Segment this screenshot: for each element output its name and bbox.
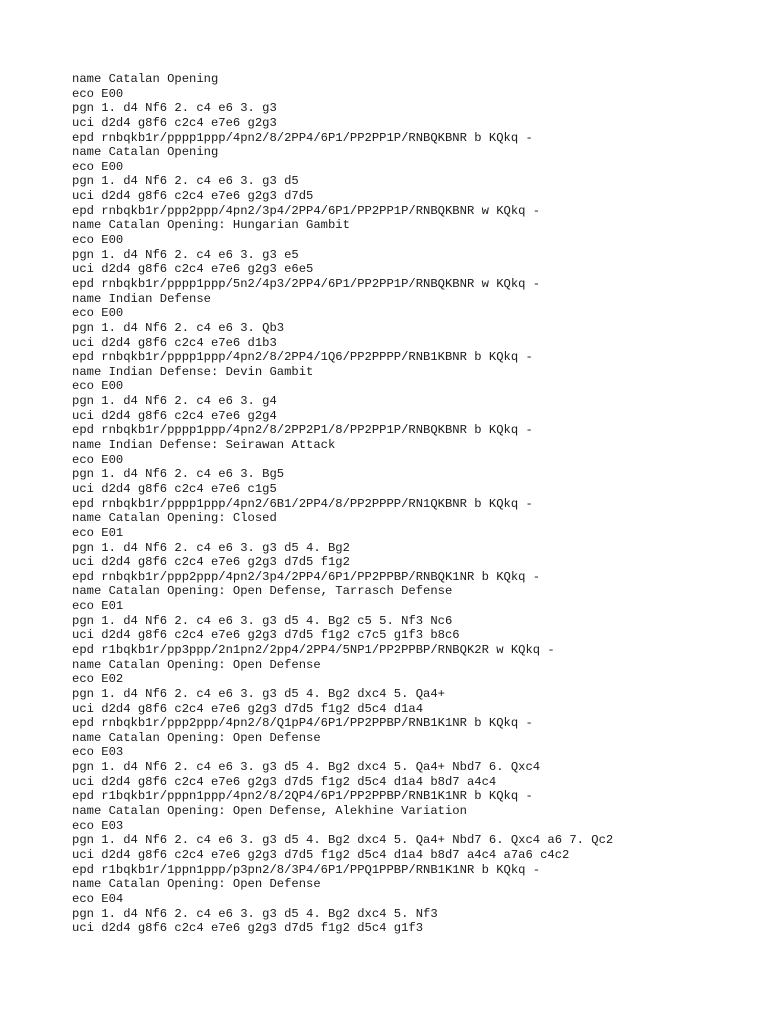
text-line: epd rnbqkb1r/pppp1ppp/4pn2/8/2PP4/1Q6/PP2PPPP/RNB1KBNR b KQkq - xyxy=(72,350,533,365)
text-line: epd rnbqkb1r/pppp1ppp/4pn2/8/2PP2P1/8/PP2PP1P/RNBQKBNR b KQkq - xyxy=(72,423,533,438)
text-line: uci d2d4 g8f6 c2c4 e7e6 g2g3 e6e5 xyxy=(72,262,314,277)
text-line: uci d2d4 g8f6 c2c4 e7e6 g2g3 d7d5 f1g2 xyxy=(72,555,350,570)
text-line: uci d2d4 g8f6 c2c4 e7e6 g2g3 d7d5 xyxy=(72,189,314,204)
text-line: eco E00 xyxy=(72,233,124,248)
text-line: name Indian Defense: Seirawan Attack xyxy=(72,438,336,453)
text-line: epd rnbqkb1r/pppp1ppp/5n2/4p3/2PP4/6P1/PP2PP1P/RNBQKBNR w KQkq - xyxy=(72,276,541,291)
text-line: name Catalan Opening: Hungarian Gambit xyxy=(72,218,350,233)
text-line: pgn 1. d4 Nf6 2. c4 e6 3. Bg5 xyxy=(72,467,285,482)
text-line: name Catalan Opening: Open Defense, Alekhine Variation xyxy=(72,804,467,819)
text-line: name Catalan Opening: Open Defense xyxy=(72,657,321,672)
text-line: name Catalan Opening xyxy=(72,145,219,160)
text-line: epd r1bqkb1r/1ppn1ppp/p3pn2/8/3P4/6P1/PPQ1PPBP/RNB1K1NR b KQkq - xyxy=(72,862,541,877)
text-line: eco E00 xyxy=(72,159,124,174)
text-line: pgn 1. d4 Nf6 2. c4 e6 3. g3 e5 xyxy=(72,247,299,262)
text-line: uci d2d4 g8f6 c2c4 e7e6 g2g3 d7d5 f1g2 d5c4 d1a4 b8d7 a4c4 a7a6 c4c2 xyxy=(72,847,570,862)
text-line: uci d2d4 g8f6 c2c4 e7e6 g2g3 xyxy=(72,115,277,130)
text-line: pgn 1. d4 Nf6 2. c4 e6 3. Qb3 xyxy=(72,320,285,335)
text-line: uci d2d4 g8f6 c2c4 e7e6 g2g4 xyxy=(72,408,277,423)
text-line: uci d2d4 g8f6 c2c4 e7e6 g2g3 d7d5 f1g2 d5c4 d1a4 b8d7 a4c4 xyxy=(72,774,497,789)
text-line: eco E01 xyxy=(72,599,124,614)
text-line: pgn 1. d4 Nf6 2. c4 e6 3. g3 d5 4. Bg2 dxc4 5. Nf3 xyxy=(72,906,438,921)
text-line: uci d2d4 g8f6 c2c4 e7e6 g2g3 d7d5 f1g2 c7c5 g1f3 b8c6 xyxy=(72,628,460,643)
text-line: eco E04 xyxy=(72,891,124,906)
text-line: pgn 1. d4 Nf6 2. c4 e6 3. g3 d5 4. Bg2 xyxy=(72,540,350,555)
text-line: eco E02 xyxy=(72,672,124,687)
text-line: eco E00 xyxy=(72,306,124,321)
text-line: name Catalan Opening: Open Defense, Tarrasch Defense xyxy=(72,584,453,599)
text-line: eco E00 xyxy=(72,379,124,394)
text-line: epd r1bqkb1r/pp3ppp/2n1pn2/2pp4/2PP4/5NP1/PP2PPBP/RNBQK2R w KQkq - xyxy=(72,642,555,657)
text-line: pgn 1. d4 Nf6 2. c4 e6 3. g3 d5 xyxy=(72,174,299,189)
text-line: eco E00 xyxy=(72,86,124,101)
text-line: pgn 1. d4 Nf6 2. c4 e6 3. g3 d5 4. Bg2 dxc4 5. Qa4+ xyxy=(72,686,445,701)
text-line: uci d2d4 g8f6 c2c4 e7e6 c1g5 xyxy=(72,481,277,496)
text-line: uci d2d4 g8f6 c2c4 e7e6 g2g3 d7d5 f1g2 d5c4 g1f3 xyxy=(72,921,424,936)
text-line: epd rnbqkb1r/ppp2ppp/4pn2/3p4/2PP4/6P1/PP2PPBP/RNBQK1NR b KQkq - xyxy=(72,569,541,584)
text-line: name Indian Defense xyxy=(72,291,211,306)
text-line: uci d2d4 g8f6 c2c4 e7e6 d1b3 xyxy=(72,335,277,350)
text-line: eco E01 xyxy=(72,525,124,540)
text-line: name Catalan Opening xyxy=(72,72,219,86)
text-line: epd rnbqkb1r/ppp2ppp/4pn2/8/Q1pP4/6P1/PP2PPBP/RNB1K1NR b KQkq - xyxy=(72,716,533,731)
text-line: epd r1bqkb1r/pppn1ppp/4pn2/8/2QP4/6P1/PP2PPBP/RNB1K1NR b KQkq - xyxy=(72,789,533,804)
text-line: eco E03 xyxy=(72,745,124,760)
text-line: pgn 1. d4 Nf6 2. c4 e6 3. g3 d5 4. Bg2 c5 5. Nf3 Nc6 xyxy=(72,613,453,628)
text-line: pgn 1. d4 Nf6 2. c4 e6 3. g3 d5 4. Bg2 dxc4 5. Qa4+ Nbd7 6. Qxc4 a6 7. Qc2 xyxy=(72,833,614,848)
text-line: pgn 1. d4 Nf6 2. c4 e6 3. g3 xyxy=(72,101,277,116)
text-line: eco E03 xyxy=(72,818,124,833)
text-line: name Indian Defense: Devin Gambit xyxy=(72,364,314,379)
text-line: epd rnbqkb1r/pppp1ppp/4pn2/6B1/2PP4/8/PP2PPPP/RN1QKBNR b KQkq - xyxy=(72,496,533,511)
text-line: epd rnbqkb1r/ppp2ppp/4pn2/3p4/2PP4/6P1/PP2PP1P/RNBQKBNR w KQkq - xyxy=(72,203,541,218)
text-line: name Catalan Opening: Open Defense xyxy=(72,730,321,745)
text-line: epd rnbqkb1r/pppp1ppp/4pn2/8/2PP4/6P1/PP2PP1P/RNBQKBNR b KQkq - xyxy=(72,130,533,145)
text-line: eco E00 xyxy=(72,452,124,467)
text-line: pgn 1. d4 Nf6 2. c4 e6 3. g4 xyxy=(72,394,277,409)
text-line: name Catalan Opening: Closed xyxy=(72,511,277,526)
text-line: name Catalan Opening: Open Defense xyxy=(72,877,321,892)
text-line: uci d2d4 g8f6 c2c4 e7e6 g2g3 d7d5 f1g2 d5c4 d1a4 xyxy=(72,701,424,716)
text-line: pgn 1. d4 Nf6 2. c4 e6 3. g3 d5 4. Bg2 dxc4 5. Qa4+ Nbd7 6. Qxc4 xyxy=(72,760,541,775)
document-text xyxy=(72,72,752,936)
